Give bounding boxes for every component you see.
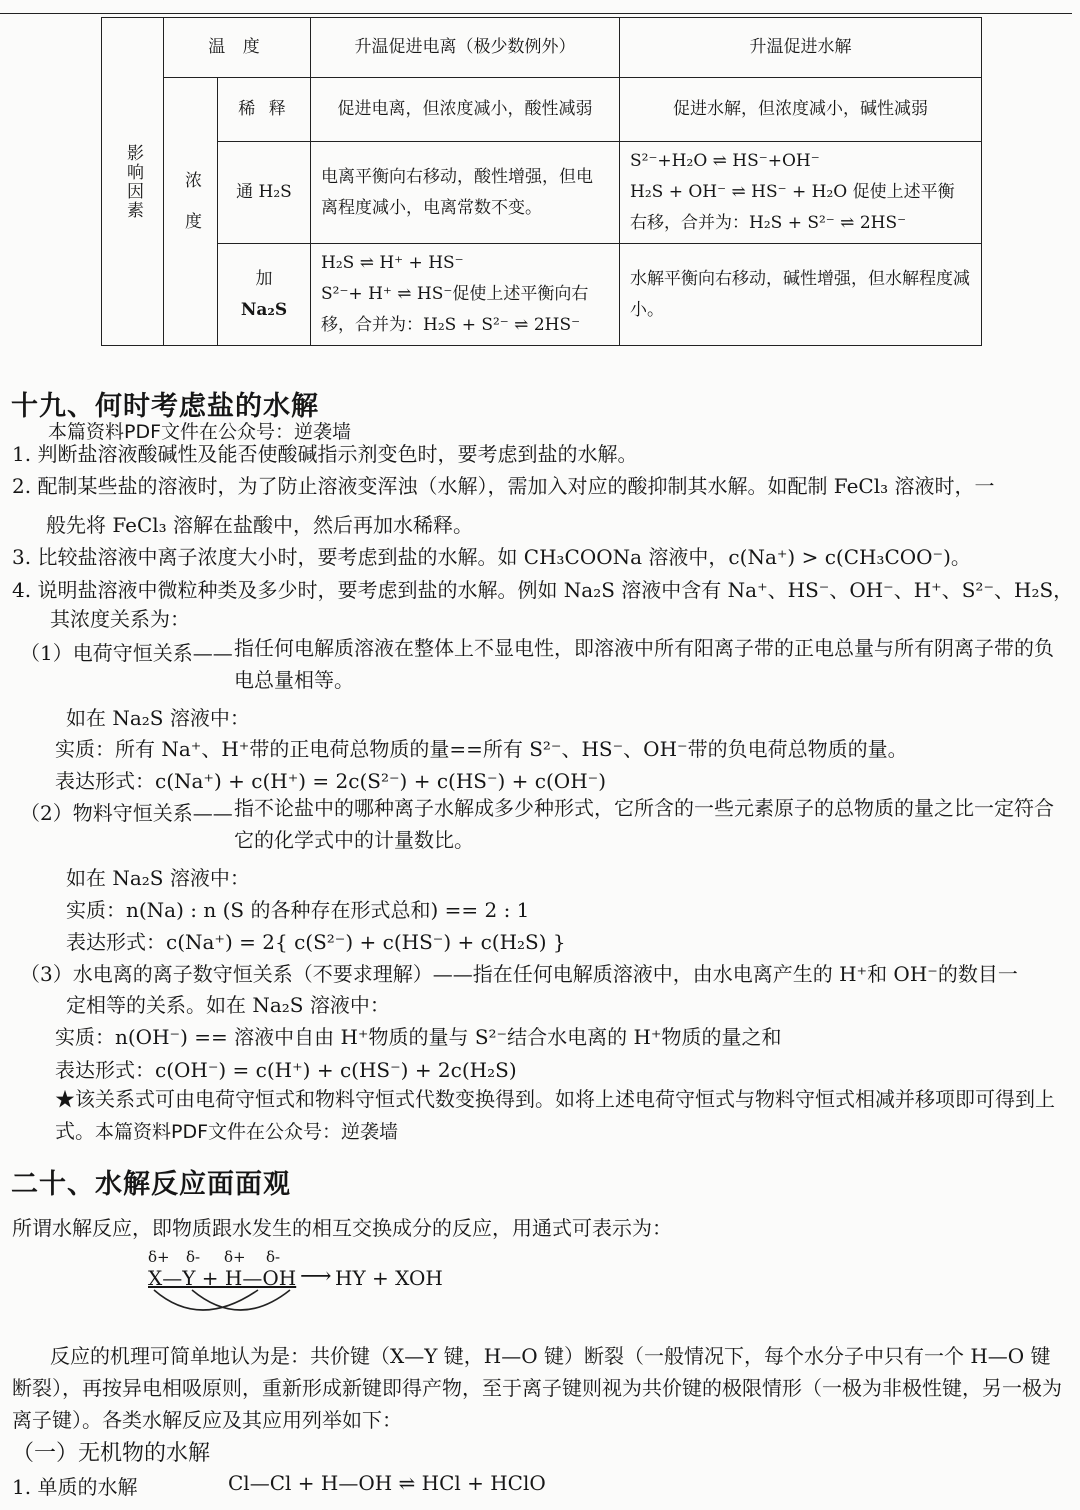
h2s-hydrolysis-line: S²⁻+H₂O ⇌ HS⁻+OH⁻: [630, 151, 820, 171]
proton-expression: 表达形式：c(OH⁻) = c(H⁺) + c(HS⁻) + 2c(H₂S): [55, 1058, 517, 1082]
charge-mark: δ+: [148, 1248, 170, 1266]
star-note: [55, 1083, 1070, 1148]
h2s-hydrolysis-line: H₂S + OH⁻ ⇌ HS⁻ + H₂O 促使上述平衡: [630, 182, 955, 202]
section20-item1-label: 1. 单质的水解: [12, 1475, 138, 1499]
star-note-text: ★该关系式可由电荷守恒式和物料守恒式代数变换得到。如将上述电荷守恒式与物料守恒式相减并移项即可得到上式。: [55, 1087, 1055, 1143]
watermark-text: 本篇资料PDF文件在公众号：逆袭墙: [48, 421, 352, 443]
star-watermark: 本篇资料PDF文件在公众号：逆袭墙: [95, 1121, 399, 1143]
section19-item2-line2: 般先将 FeCl₃ 溶解在盐酸中，然后再加水稀释。: [46, 513, 474, 537]
na2s-label: [218, 244, 311, 346]
factor-comparison-table: [101, 17, 982, 346]
na2s-ionization-line: 移，合并为：H₂S + S²⁻ ⇌ 2HS⁻: [321, 315, 581, 335]
na2s-label-line1: 加: [255, 268, 273, 289]
temperature-ionization: 升温促进电离（极少数例外）: [311, 18, 620, 78]
equation-reactants: X—Y + H—OH: [148, 1266, 297, 1290]
h2s-hydrolysis: [620, 142, 982, 244]
na2s-label-line2: Na₂S: [240, 299, 288, 320]
temperature-label: 温 度: [164, 18, 311, 78]
na2s-ionization-line: H₂S ⇌ H⁺ + HS⁻: [321, 253, 464, 273]
h2s-label: 通 H₂S: [218, 142, 311, 244]
material-example: 如在 Na₂S 溶液中：: [66, 866, 250, 890]
charge-mark: δ-: [186, 1248, 201, 1266]
proton-line2: 定相等的关系。如在 Na₂S 溶液中：: [66, 993, 390, 1017]
general-hydrolysis-equation: [140, 1248, 460, 1326]
material-label: （2）物料守恒关系——: [20, 801, 233, 825]
charge-marks: [148, 1248, 308, 1268]
h2s-ionization: 电离平衡向右移动，酸性增强，但电离程度减小，电离常数不变。: [311, 142, 620, 244]
section19-item3: 3. 比较盐溶液中离子浓度大小时，要考虑到盐的水解。如 CH₃COONa 溶液中，c(Na⁺) > c(CH₃COO⁻)。: [12, 545, 971, 569]
dilute-label: 稀 释: [218, 78, 311, 142]
material-text: 指不论盐中的哪种离子水解成多少种形式，它所含的一些元素原子的总物质的量之比一定符合它的化学式中的计量数比。: [234, 796, 1054, 852]
na2s-ionization-line: S²⁻+ H⁺ ⇌ HS⁻促使上述平衡向右: [321, 284, 589, 304]
section20-item1-equation: Cl—Cl + H—OH ⇌ HCl + HClO: [228, 1471, 546, 1495]
charge-example: 如在 Na₂S 溶液中：: [66, 706, 250, 730]
reaction-arrow-icon: ⟶: [300, 1264, 332, 1289]
section20-subheading: （一）无机物的水解: [12, 1441, 211, 1466]
charge-label: （1）电荷守恒关系——: [20, 641, 233, 665]
charge-text: 指任何电解质溶液在整体上不显电性，即溶液中所有阳离子带的正电总量与所有阴离子带的负电总量相等。: [234, 636, 1054, 692]
section20-mechanism: 反应的机理可简单地认为是：共价键（X—Y 键，H—O 键）断裂（一般情况下，每个水分子中只有一个 H—O 键断裂），再按异电相吸原则，重新形成新键即得产物，至于离子键则视为共价键的极限情形（一极为非极性键，另一极为离子键）。各类水解反应及其应用列举如下：: [12, 1344, 1062, 1432]
material-expression: 表达形式：c(Na⁺) = 2{ c(S²⁻) + c(HS⁻) + c(H₂S) }: [66, 930, 566, 954]
top-rule: [0, 13, 1072, 14]
equation-products: HY + XOH: [335, 1266, 443, 1290]
charge-mark: δ+: [224, 1248, 246, 1266]
dilute-ionization: 促进电离，但浓度减小，酸性减弱: [311, 78, 620, 142]
material-essence: 实质：n(Na) : n (S 的各种存在形式总和) == 2 : 1: [66, 898, 530, 922]
temperature-hydrolysis: 升温促进水解: [620, 18, 982, 78]
concentration-label: 浓度: [164, 78, 218, 346]
charge-mark: δ-: [266, 1248, 281, 1266]
section20-intro: 所谓水解反应，即物质跟水发生的相互交换成分的反应，用通式可表示为：: [12, 1216, 672, 1240]
proton-essence: 实质：n(OH⁻) == 溶液中自由 H⁺物质的量与 S²⁻结合水电离的 H⁺物质的量之和: [55, 1025, 782, 1049]
charge-essence: 实质：所有 Na⁺、H⁺带的正电荷总物质的量==所有 S²⁻、HS⁻、OH⁻带的负电荷总物质的量。: [55, 737, 908, 761]
dilute-hydrolysis: 促进水解，但浓度减小，碱性减弱: [620, 78, 982, 142]
na2s-ionization: [311, 244, 620, 346]
section19-item4-line2: 其浓度关系为：: [50, 607, 190, 631]
section20-heading: 二十、水解反应面面观: [11, 1169, 291, 1200]
section19-item1: 1. 判断盐溶液酸碱性及能否使酸碱指示剂变色时，要考虑到盐的水解。: [12, 442, 638, 466]
h2s-hydrolysis-line: 右移，合并为：H₂S + S²⁻ ⇌ 2HS⁻: [630, 213, 907, 233]
proton-line1: （3）水电离的离子数守恒关系（不要求理解）——指在任何电解质溶液中，由水电离产生的 H⁺和 OH⁻的数目一: [20, 962, 1018, 986]
exchange-arcs-icon: [140, 1286, 310, 1326]
na2s-hydrolysis: 水解平衡向右移动，碱性增强，但水解程度减小。: [620, 244, 982, 346]
section19-item2-line1: 2. 配制某些盐的溶液时，为了防止溶液变浑浊（水解），需加入对应的酸抑制其水解。如配制 FeCl₃ 溶液时，一: [12, 474, 995, 498]
section19-heading: 十九、何时考虑盐的水解: [11, 391, 319, 422]
section19-item4-line1: 4. 说明盐溶液中微粒种类及多少时，要考虑到盐的水解。例如 Na₂S 溶液中含有 Na⁺、HS⁻、OH⁻、H⁺、S²⁻、H₂S，: [12, 578, 1074, 602]
charge-expression: 表达形式：c(Na⁺) + c(H⁺) = 2c(S²⁻) + c(HS⁻) + c(OH⁻): [55, 769, 606, 793]
factor-label: 影响因素: [102, 18, 164, 346]
